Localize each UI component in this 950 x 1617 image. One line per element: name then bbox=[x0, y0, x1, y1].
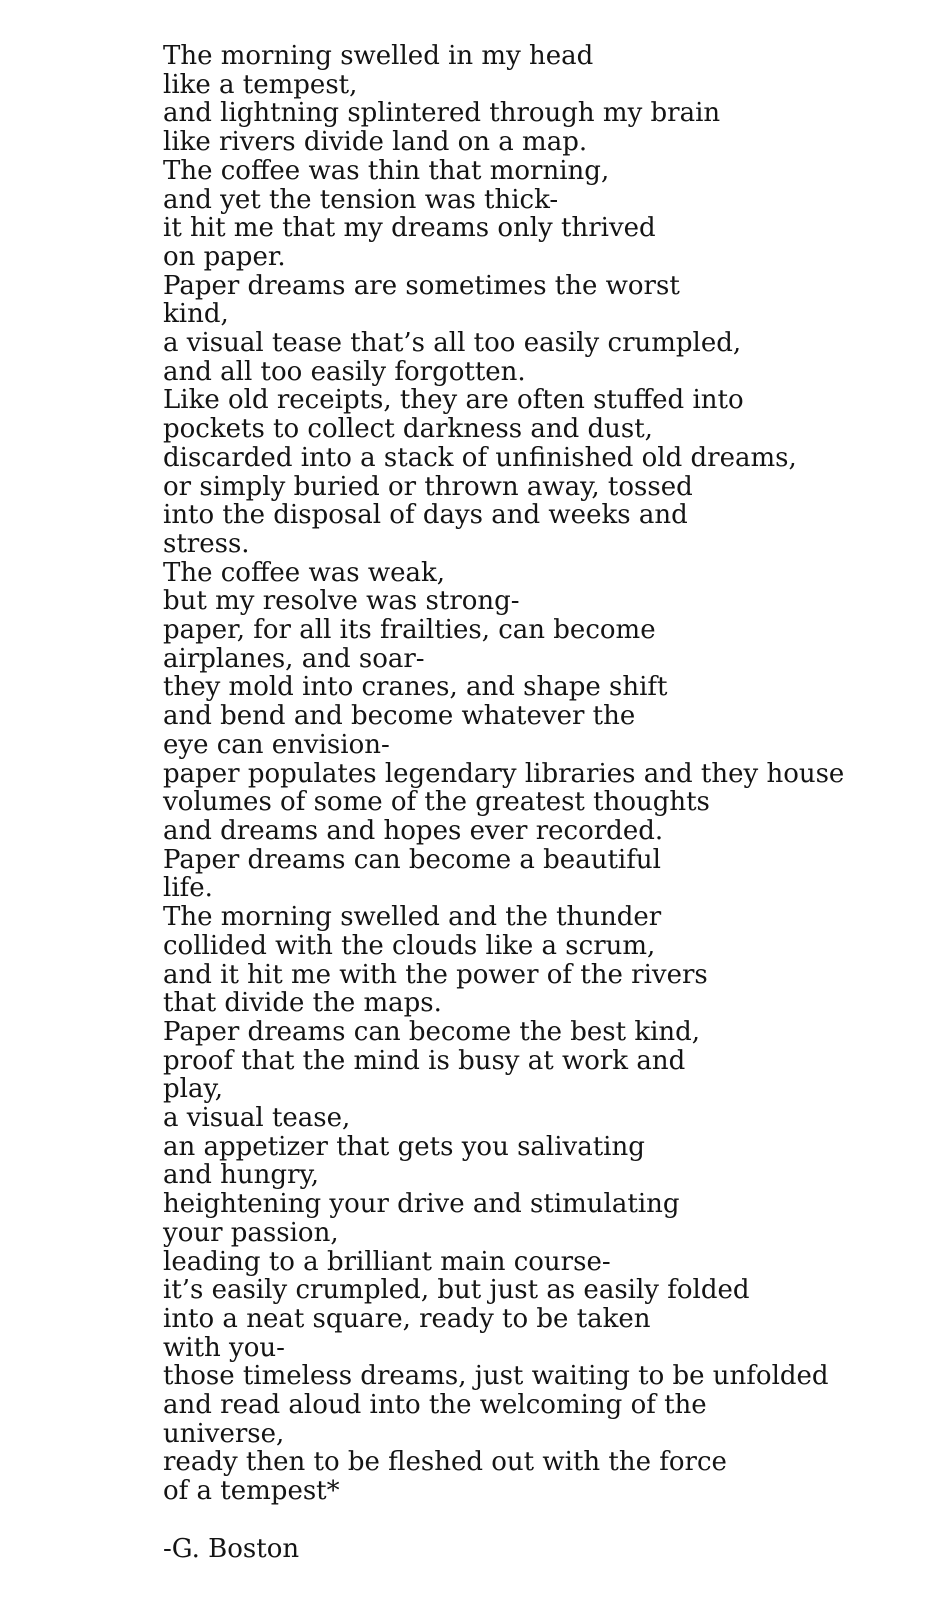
poem-line: play, bbox=[163, 1074, 223, 1105]
poem-line: paper populates legendary libraries and they house bbox=[163, 758, 845, 789]
poem-line: ready then to be fleshed out with the force bbox=[163, 1447, 727, 1478]
poem-line: and bend and become whatever the bbox=[163, 701, 636, 732]
poem-line: discarded into a stack of unfinished old dreams, bbox=[163, 442, 797, 473]
poem-line: it hit me that my dreams only thrived bbox=[163, 213, 656, 244]
poem-line: The morning swelled and the thunder bbox=[163, 902, 662, 933]
poem-line: a visual tease, bbox=[163, 1103, 351, 1134]
poem-line: of a tempest* bbox=[163, 1476, 340, 1507]
poem-line: The coffee was thin that morning, bbox=[163, 155, 610, 186]
poem-line: with you- bbox=[163, 1332, 285, 1363]
poem-line: pockets to collect darkness and dust, bbox=[163, 414, 653, 445]
poem-line: airplanes, and soar- bbox=[163, 643, 425, 674]
poem-line: an appetizer that gets you salivating bbox=[163, 1131, 645, 1162]
poem-line: into a neat square, ready to be taken bbox=[163, 1303, 651, 1334]
poem-line: a visual tease that’s all too easily crumpled, bbox=[163, 328, 742, 359]
poem-line: and lightning splintered through my brain bbox=[163, 98, 721, 129]
poem-line: The coffee was weak, bbox=[163, 557, 445, 588]
poem-line: like rivers divide land on a map. bbox=[163, 127, 588, 158]
poem-line: and all too easily forgotten. bbox=[163, 356, 526, 387]
poem-line: your passion, bbox=[163, 1217, 339, 1248]
poem-line: those timeless dreams, just waiting to be unfolded bbox=[163, 1361, 829, 1392]
author-signature: -G. Boston bbox=[163, 1533, 300, 1564]
poem-line: and yet the tension was thick- bbox=[163, 184, 559, 215]
poem-line: Paper dreams are sometimes the worst bbox=[163, 270, 680, 301]
poem-line: proof that the mind is busy at work and bbox=[163, 1045, 686, 1076]
poem-line: into the disposal of days and weeks and bbox=[163, 500, 688, 531]
poem-line: Paper dreams can become a beautiful bbox=[163, 844, 661, 875]
poem-line: paper, for all its frailties, can become bbox=[163, 615, 656, 646]
poem-line: stress. bbox=[163, 528, 250, 559]
poem-line: kind, bbox=[163, 299, 229, 330]
poem-line: Paper dreams can become the best kind, bbox=[163, 1016, 701, 1047]
poem-line: collided with the clouds like a scrum, bbox=[163, 930, 656, 961]
poem-line: and read aloud into the welcoming of the bbox=[163, 1390, 707, 1421]
poem-line: life. bbox=[163, 873, 213, 904]
poem-body bbox=[163, 42, 920, 1506]
poem-line: it’s easily crumpled, but just as easily folded bbox=[163, 1275, 750, 1306]
poem-line: universe, bbox=[163, 1418, 285, 1449]
poem-line: The morning swelled in my head bbox=[163, 41, 594, 71]
poem-line: and it hit me with the power of the rivers bbox=[163, 959, 708, 990]
poem-line: like a tempest, bbox=[163, 69, 358, 100]
poem-line: and dreams and hopes ever recorded. bbox=[163, 815, 664, 846]
poem-line: but my resolve was strong- bbox=[163, 586, 520, 617]
poem-line: or simply buried or thrown away, tossed bbox=[163, 471, 693, 502]
poem-line: they mold into cranes, and shape shift bbox=[163, 672, 668, 703]
poem-line: and hungry, bbox=[163, 1160, 319, 1191]
poem-line: eye can envision- bbox=[163, 729, 390, 760]
poem-line: that divide the maps. bbox=[163, 988, 442, 1019]
poem-line: volumes of some of the greatest thoughts bbox=[163, 787, 710, 818]
poem-line: on paper. bbox=[163, 241, 286, 272]
poem-line: heightening your drive and stimulating bbox=[163, 1189, 680, 1220]
poem-line: Like old receipts, they are often stuffed into bbox=[163, 385, 744, 416]
poem-line: leading to a brilliant main course- bbox=[163, 1246, 611, 1277]
